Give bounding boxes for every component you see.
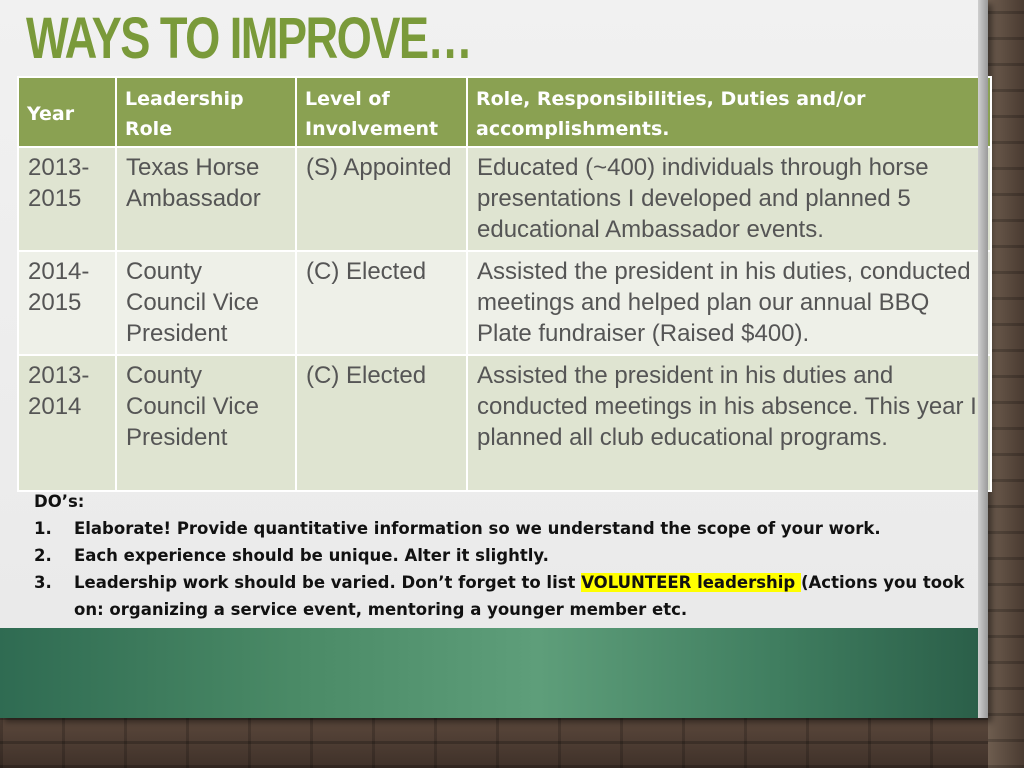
list-number: 3. — [34, 573, 52, 592]
list-text-after: (Actions you took on: organizing a service event, mentoring a younger member etc. — [74, 573, 965, 619]
cell-duties: Assisted the president in his duties and conducted meetings in his absence. This year I planned all club educational programs. — [467, 355, 991, 491]
slide-title: WAYS TO IMPROVE… — [26, 6, 472, 71]
dos-list — [34, 515, 984, 623]
header-year: Year — [18, 77, 116, 147]
list-item — [34, 569, 984, 623]
list-text-before: Leadership work should be varied. Don’t forget to list — [74, 573, 582, 592]
cell-level: (S) Appointed — [296, 147, 467, 251]
cell-level: (C) Elected — [296, 251, 467, 355]
cell-role: County Council Vice President — [116, 355, 296, 491]
list-item — [34, 542, 984, 569]
list-number: 2. — [34, 546, 52, 565]
cell-duties: Assisted the president in his duties, conducted meetings and helped plan our annual BBQ Plate fundraiser (Raised $400). — [467, 251, 991, 355]
list-number: 1. — [34, 519, 52, 538]
list-text: Elaborate! Provide quantitative information so we understand the scope of your work. — [74, 519, 881, 538]
table-row — [18, 251, 991, 355]
table-row — [18, 147, 991, 251]
header-level-of-involvement: Level of Involvement — [296, 77, 467, 147]
cell-role: County Council Vice President — [116, 251, 296, 355]
dos-heading: DO’s: — [34, 492, 85, 511]
slide-edge — [978, 0, 988, 718]
leadership-table — [17, 76, 992, 492]
table-row — [18, 355, 991, 491]
header-leadership-role: Leadership Role — [116, 77, 296, 147]
cell-year: 2014-2015 — [18, 251, 116, 355]
table-header-row — [18, 77, 991, 147]
list-text: Each experience should be unique. Alter it slightly. — [74, 546, 549, 565]
decorative-green-band — [0, 628, 978, 718]
cell-level: (C) Elected — [296, 355, 467, 491]
brick-background-right — [988, 0, 1024, 768]
dos-notes — [34, 488, 984, 623]
list-item — [34, 515, 984, 542]
header-duties: Role, Responsibilities, Duties and/or accomplishments. — [467, 77, 991, 147]
cell-year: 2013-2014 — [18, 355, 116, 491]
cell-year: 2013-2015 — [18, 147, 116, 251]
volunteer-highlight: VOLUNTEER leadership — [581, 573, 801, 592]
cell-duties: Educated (~400) individuals through horse presentations I developed and planned 5 educational Ambassador events. — [467, 147, 991, 251]
cell-role: Texas Horse Ambassador — [116, 147, 296, 251]
